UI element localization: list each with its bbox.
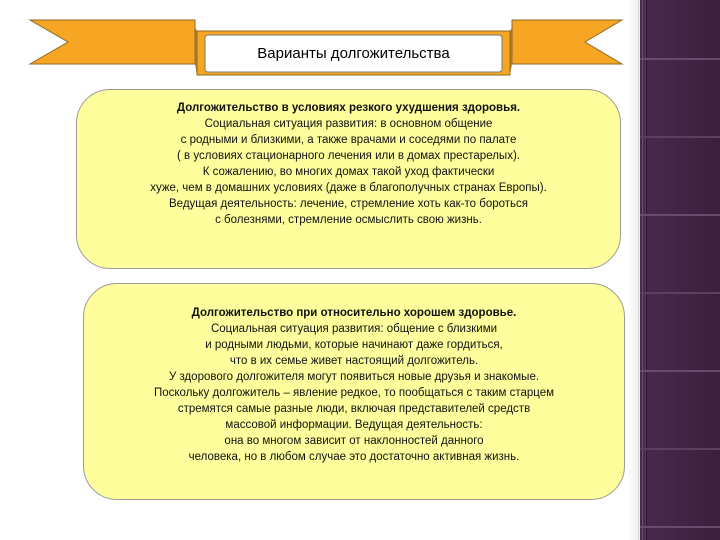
card-text-line: хуже, чем в домашних условиях (даже в благополучных странах Европы). bbox=[150, 182, 547, 194]
side-line bbox=[642, 0, 643, 540]
card-text-line: с болезнями, стремление осмыслить свою жизнь. bbox=[215, 214, 482, 226]
banner-title: Варианты долгожительства bbox=[257, 44, 450, 62]
side-panel bbox=[640, 0, 720, 540]
card-text-line: Социальная ситуация развития: общение с близкими bbox=[210, 322, 498, 335]
card-text-line: стремятся самые разные люди, включая представителей средств bbox=[177, 402, 531, 415]
ribbon-left-tail bbox=[30, 20, 195, 64]
side-stripe bbox=[640, 292, 720, 294]
side-stripe bbox=[640, 370, 720, 372]
card-text-line: и родными людьми, которые начинают даже гордиться, bbox=[205, 338, 503, 351]
side-stripe bbox=[640, 214, 720, 216]
card-good-health bbox=[83, 283, 625, 500]
card-text-line: У здорового долгожителя могут появиться новые друзья и знакомые. bbox=[168, 370, 540, 383]
card-text-line: Поскольку долгожитель – явление редкое, то пообщаться с таким старцем bbox=[153, 386, 555, 399]
card-text-line: Социальная ситуация развития: в основном общение bbox=[204, 118, 493, 130]
card-text-line: человека, но в любом случае это достаточно активная жизнь. bbox=[188, 450, 520, 463]
side-line bbox=[646, 0, 647, 540]
card-heading: Долгожительство в условиях резкого ухудшения здоровья. bbox=[176, 102, 521, 114]
side-stripe bbox=[640, 448, 720, 450]
card-text-line: ( в условиях стационарного лечения или в домах престарелых). bbox=[177, 150, 520, 162]
card-health-decline bbox=[76, 89, 621, 269]
card-text-line: массовой информации. Ведущая деятельность: bbox=[225, 418, 483, 431]
card-text-line: Ведущая деятельность: лечение, стремление хоть как-то бороться bbox=[169, 198, 528, 210]
side-stripe bbox=[640, 526, 720, 528]
card-text-line: с родными и близкими, а также врачами и соседями по палате bbox=[180, 134, 517, 146]
card-text-line: что в их семье живет настоящий долгожитель. bbox=[229, 354, 479, 367]
side-stripe bbox=[640, 136, 720, 138]
card-heading: Долгожительство при относительно хорошем здоровье. bbox=[191, 306, 517, 319]
side-stripe bbox=[640, 58, 720, 60]
card-text-line: К сожалению, во многих домах такой уход фактически bbox=[202, 166, 495, 178]
card-text-line: она во многом зависит от наклонностей данного bbox=[224, 434, 484, 447]
ribbon-right-tail bbox=[512, 20, 622, 64]
